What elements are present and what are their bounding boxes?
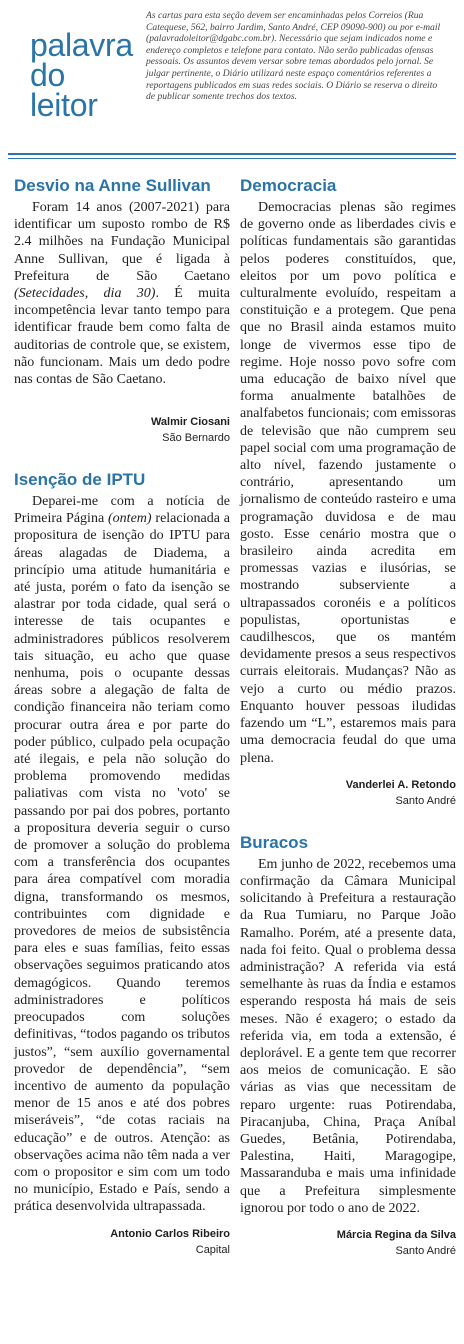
letter-isencao-iptu [14,470,230,1256]
letter-place: Santo André [395,1244,456,1257]
header-divider [8,153,456,155]
letter-body [14,199,230,404]
left-column [14,176,230,1270]
section-header [0,0,464,150]
letter-author: Antonio Carlos Ribeiro [110,1227,230,1240]
letter-reference: (Setecidades, dia 30) [14,286,156,302]
letter-place: Santo André [395,794,456,807]
letter-title: Democracia [240,176,337,195]
letter-place: Capital [195,1243,230,1256]
letter-text: Foram 14 anos (2007-2021) para identificar um suposto rombo de R$ 2.4 milhões na Fundação Municipal Anne Sullivan, que é ligada à Prefeitura de São Caetano [14,200,230,284]
letter-reference: (ontem) [108,511,152,527]
header-divider-thin [8,158,456,159]
letter-text-continued: . É muita incompetência levar tanto tempo para identificar fraude bem como falta de auditorias de controle que, se existem, não funcionam. Mais um dedo podre nas contas de São Caetano. [14,286,231,388]
letter-title: Buracos [240,832,309,852]
letter-buracos [240,833,456,1257]
section-title [30,27,140,123]
letter-democracia [240,176,456,807]
section-title-line2: do leitor [30,57,98,123]
letter-desvio-anne-sullivan [14,176,230,444]
submission-guidelines: As cartas para esta seção devem ser encaminhadas pelos Correios (Rua Catequese, 562, bairro Jardim, Santo André, CEP 09090-900) ou por e-mail (palavradoleitor@dgabc.com.br). Necessário que sejam indicados nome e endereço completos e telefone para contato. Não serão publicadas ofensas pessoais. Os assuntos devem versar sobre temas abordados pelo jornal. Se julgar pertinente, o Diário utilizará neste espaço comentários referentes a reportagens publicados em suas redes sociais. O Diário se reserva o direito de publicar somente trechos dos textos. [146,10,441,103]
right-column [240,176,456,1271]
letter-body: Democracias plenas são regimes de governo onde as liberdades civis e políticas fundamentais são garantidas pelos poderes constituídos, que, eleitos por um povo política e culturalmente evoluído, respeitam a constituição e a protegem. Que pena que no Brasil ainda estamos muito longe de vivermos esse tipo de regime. Hoje nosso povo sofre com uma educação de baixo nível que forma anualmente batalhões de analfabetos funcionais; com emissoras de televisão que não cumprem seu papel social com uma programação de alto nível, fazendo justamente o contrário, apresentando um jornalismo de conteúdo rasteiro e uma programação duvidosa e de mau gosto. Esse cenário mostra que o brasileiro ainda acredita em promessas vazias e ilusórias, se mostrando subserviente a ultrapassados coronéis e a políticos populistas, oportunistas e caudilhescos, que os mantém devidamente presos a seus respectivos currais eleitorais. Mudanças? Não as vejo a curto ou médio prazos. Enquanto houver pessoas iludidas fazendo um “L”, estaremos mais para uma democracia feudal do que uma plena. [240,200,456,766]
letter-title: Desvio na Anne Sullivan [14,176,211,195]
letter-author: Márcia Regina da Silva [336,1228,456,1241]
section-title-line1: palavra [30,27,133,63]
letter-author: Vanderlei A. Retondo [345,778,456,791]
letter-text-continued: relacionada a propositura de isenção do IPTU para áreas alagadas de Diadema, a princípio uma atitude humanitária e até justa, porém o fato da isenção se alastrar por toda cidade, qual será o interesse de tais ocupantes e administradores públicos resolverem tais situação, eu acho que quase nenhuma, pois o ocupante dessas áreas sobre a alegação de falta de condição financeira não teriam como procurar outra área e por parte do poder público, culpado pela ocupação até ilegais, e pela não solução do problema promovendo medidas paliativas com vista no 'voto' se passando por pai dos pobres, portanto a propositura deveria seguir o curso de promover a solução do problema com a transferência dos ocupantes para área compatível com moradia digna, transformando os mesmos, contribuintes com dignidade e provedores de meios de subsistência para eles e suas famílias, feito essas observações seguimos praticando atos demagógicos. Quando teremos administradores e políticos preocupados com soluções definitivas, “todos pagando os tributos justos”, “sem auxílio governamental provedor de dependência”, “sem incentivo de aumento da população menor de 15 anos e até dos pobres miseráveis”, “de cotas raciais na educação” e de outros. Atenção: as observações acima não têm nada a ver com o propositor e sim com um todo no município, Estado e País, sendo a prática desenvolvida ultrapassada. [14,511,230,1215]
letter-text: Deparei-me com a notícia de Primeira Página [14,494,230,527]
letter-author: Walmir Ciosani [150,416,230,428]
letter-place: São Bernardo [162,432,230,444]
letter-body [14,493,230,1216]
letter-body: Em junho de 2022, recebemos uma confirmação da Câmara Municipal solicitando à Prefeitura a restauração da Rua Tumiaru, no Parque João Ramalho. Porém, até a presente data, nada foi feito. Qual o problema dessa administração? A referida via está semelhante às ruas da Índia e estamos esperando resposta há mais de seis meses. Não é exagero; o estado da referida via, em toda a extensão, é deplorável. E a gente tem que recorrer aos meios de comunicação. E são várias as vias que necessitam de reparo urgente: ruas Potirendaba, Piracanjuba, China, Praça Aníbal Guedes, Betânia, Potirendaba, Palestina, Haiti, Maragogipe, Massaranduba e mais uma infinidade que a Prefeitura simplesmente ignorou por todo o ano de 2022. [240,856,456,1216]
letter-title: Isenção de IPTU [14,470,146,489]
